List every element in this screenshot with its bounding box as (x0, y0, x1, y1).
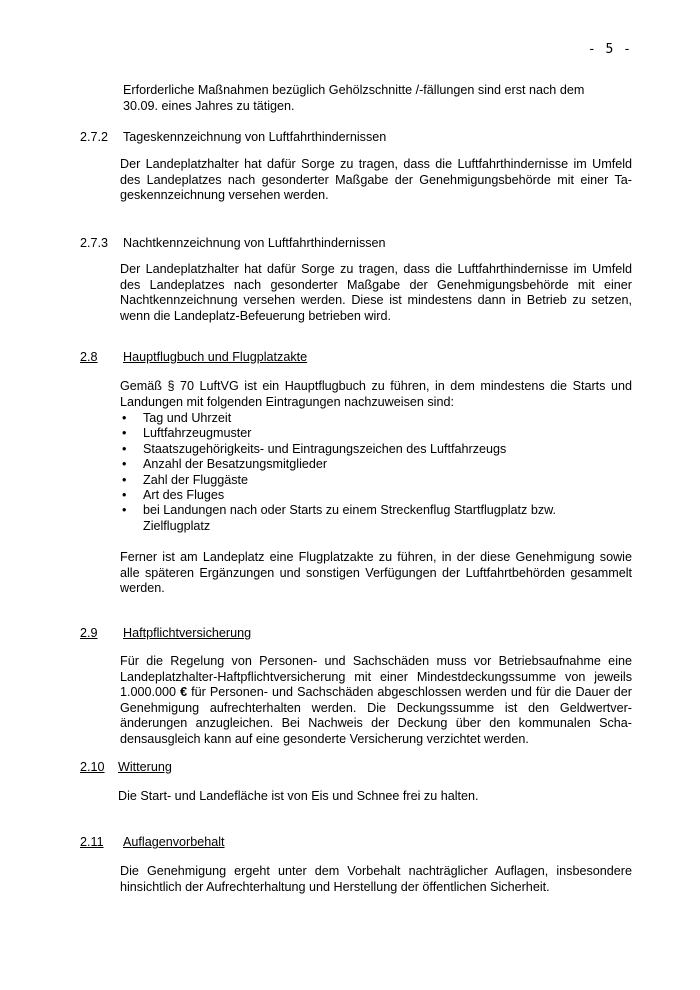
list-item: • bei Landungen nach oder Starts zu einem Streckenflug Startflugplatz bzw. Zielflugplatz (122, 503, 557, 533)
list-item: • Staatszugehörigkeits- und Eintragungszeichen des Luftfahrzeugs (122, 441, 507, 456)
euro-symbol: € (180, 685, 188, 700)
bullet-icon: • (122, 488, 127, 503)
heading-number: 2.7.3 (80, 236, 109, 250)
heading-title: Hauptflugbuch und Flugplatzakte (123, 350, 308, 364)
heading-2-7-2 (80, 130, 386, 146)
paragraph-2-11: Die Genehmigung ergeht unter dem Vorbehalt nachträglicher Auflagen, insbesondere hinsichtlich der Aufrechterhaltung und Herstellung der öffentlichen Sicherheit. (120, 864, 632, 894)
heading-title: Witterung (118, 760, 172, 774)
bullet-icon: • (122, 472, 127, 487)
list-item: • Anzahl der Besatzungsmitglieder (122, 457, 328, 472)
heading-2-8 (80, 350, 307, 366)
paragraph-2-10: Die Start- und Landefläche ist von Eis und Schnee frei zu halten. (118, 789, 479, 803)
heading-number: 2.9 (80, 626, 98, 640)
bullet-icon: • (122, 457, 127, 472)
bullet-icon: • (122, 441, 127, 456)
intro-paragraph: Erforderliche Maßnahmen bezüglich Gehölzschnitte /-fällungen sind erst nach dem 30.09. eines Jahres zu tätigen. (123, 83, 585, 113)
heading-2-9 (80, 626, 251, 642)
heading-number: 2.8 (80, 350, 98, 364)
heading-number: 2.10 (80, 760, 105, 774)
paragraph-2-8-flugplatzakte: Ferner ist am Landeplatz eine Flugplatzakte zu führen, in der diese Genehmigung sowie alle späteren Ergänzungen und sonstigen Verfügungen der Luftfahrtbehörden gesammelt werden. (120, 550, 632, 596)
list-item: • Tag und Uhrzeit (122, 411, 232, 425)
heading-2-10 (80, 760, 172, 776)
paragraph-2-9: Für die Regelung von Personen- und Sachschäden muss vor Betriebsaufnahme eine Landeplatzhalter-Haftpflichtversicherung mit einer Mindestdeckungssumme von jeweils 1.000.000 € für Personen- und Sachschäden abgeschlossen werden und für die Dauer der Genehmigung aufrechterhalten werden. Die Deckungssumme ist den Geldwertver-änderungen anzugleichen. Bei Nachweis der Deckung über den kommunalen Scha-densausgleich kann auf eine gesonderte Versicherung verzichtet werden. (120, 654, 632, 746)
heading-title: Haftpflichtversicherung (123, 626, 252, 640)
paragraph-2-7-2: Der Landeplatzhalter hat dafür Sorge zu tragen, dass die Luftfahrthindernisse im Umfeld des Landeplatzes nach gesonderter Maßgabe der Genehmigungsbehörde mit einer Ta-geskennzeichnung versehen werden. (120, 157, 632, 203)
list-item: • Art des Fluges (122, 488, 225, 503)
heading-2-11 (80, 835, 225, 851)
paragraph-2-8: Gemäß § 70 LuftVG ist ein Hauptflugbuch zu führen, in dem mindestens die Starts und Landungen mit folgenden Eintragungen nachzuweisen sind: (120, 379, 632, 409)
heading-2-7-3 (80, 236, 386, 252)
bullet-icon: • (122, 503, 127, 518)
bullet-icon: • (122, 426, 127, 441)
heading-number: 2.7.2 (80, 130, 109, 144)
heading-title: Auflagenvorbehalt (123, 835, 225, 849)
bullet-list (120, 411, 640, 534)
heading-title: Tageskennzeichnung von Luftfahrthindernissen (123, 130, 387, 144)
heading-number: 2.11 (80, 835, 104, 849)
heading-title: Nachtkennzeichnung von Luftfahrthindernissen (123, 236, 386, 250)
page-number: - 5 - (587, 42, 632, 57)
bullet-icon: • (122, 411, 127, 425)
paragraph-2-7-3: Der Landeplatzhalter hat dafür Sorge zu tragen, dass die Luftfahrthindernisse im Umfeld des Landeplatzes nach gesonderter Maßgabe der Genehmigungsbehörde mit einer Nachtkennzeichnung versehen werden. Diese ist mindestens dann in Betrieb zu setzen, wenn die Landeplatz-Befeuerung betrieben wird. (120, 262, 632, 323)
list-item: • Luftfahrzeugmuster (122, 426, 252, 441)
list-item: • Zahl der Fluggäste (122, 472, 249, 487)
